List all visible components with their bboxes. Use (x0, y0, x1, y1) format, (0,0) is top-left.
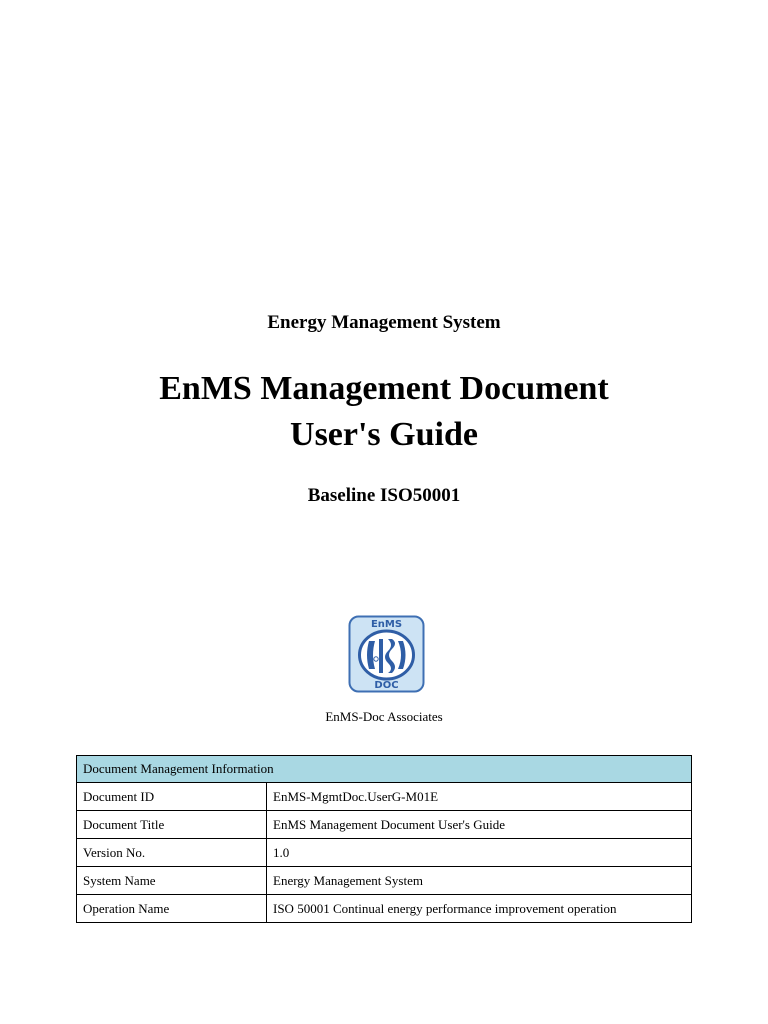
table-row (77, 895, 692, 923)
table-header-row (77, 756, 692, 783)
logo-bottom-text: DOC (374, 680, 399, 691)
table-row (77, 867, 692, 895)
table-header: Document Management Information (77, 756, 692, 783)
row-value-document-title: EnMS Management Document User's Guide (267, 811, 692, 839)
row-label-version: Version No. (77, 839, 267, 867)
organization-name: EnMS-Doc Associates (325, 709, 443, 724)
document-title (0, 366, 768, 458)
row-value-operation-name: ISO 50001 Continual energy performance improvement operation (267, 895, 692, 923)
row-label-document-title: Document Title (77, 811, 267, 839)
row-label-operation-name: Operation Name (77, 895, 267, 923)
row-label-system-name: System Name (77, 867, 267, 895)
row-value-version: 1.0 (267, 839, 692, 867)
document-title-line-1: EnMS Management Document (159, 370, 609, 407)
row-value-system-name: Energy Management System (267, 867, 692, 895)
table-row (77, 839, 692, 867)
row-value-document-id: EnMS-MgmtDoc.UserG-M01E (267, 783, 692, 811)
document-info-table (76, 755, 692, 923)
document-title-line-2: User's Guide (290, 416, 478, 453)
system-heading: Energy Management System (267, 312, 501, 333)
table-row (77, 783, 692, 811)
baseline-label: Baseline ISO50001 (307, 485, 461, 506)
table-row (77, 811, 692, 839)
logo-top-text: EnMS (370, 619, 403, 630)
enms-doc-logo-icon (348, 615, 425, 693)
row-label-document-id: Document ID (77, 783, 267, 811)
